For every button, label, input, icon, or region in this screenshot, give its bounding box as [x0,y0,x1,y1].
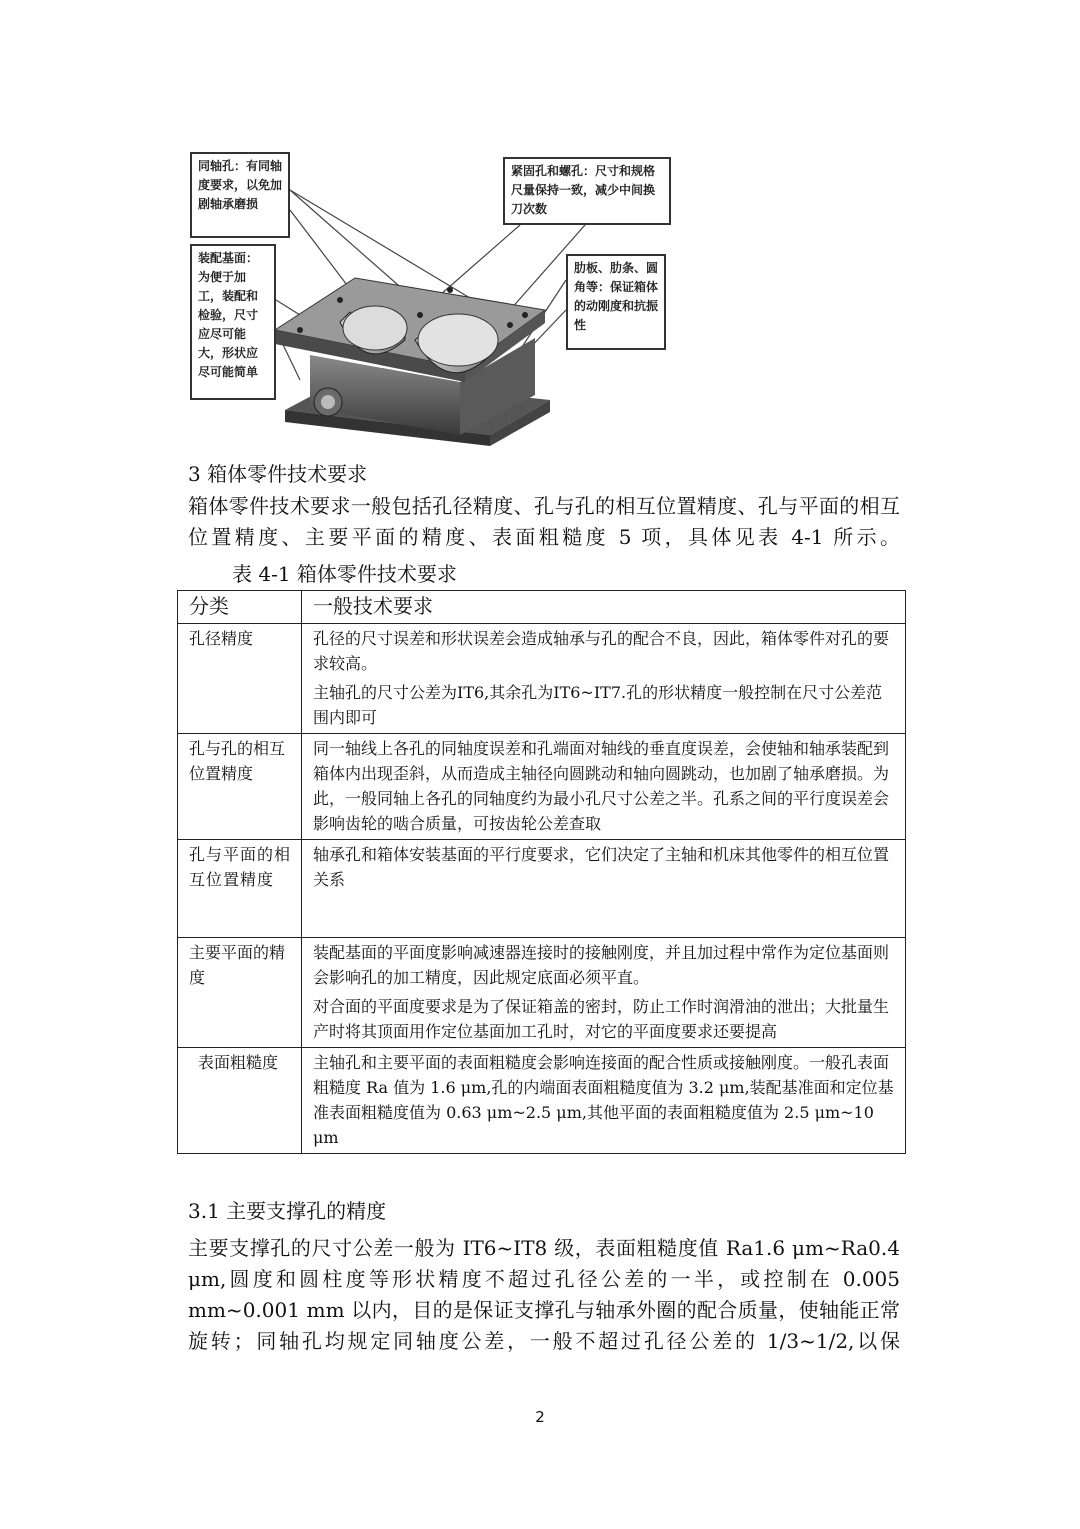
row-paragraph: 主轴孔的尺寸公差为IT6,其余孔为IT6~IT7.孔的形状精度一般控制在尺寸公差范围内即可 [313,683,883,727]
page-number: 2 [535,1408,545,1426]
row-category: 孔与平面的相互位置精度 [178,840,302,938]
table-row [178,734,906,840]
row-requirements [302,938,906,1048]
section-3-paragraph: 箱体零件技术要求一般包括孔径精度、孔与孔的相互位置精度、孔与平面的相互位置精度、主要平面的精度、表面粗糙度 5 项，具体见表 4-1 所示。 [188,494,900,549]
requirements-table [177,590,906,1154]
section-3-1-paragraph: 主要支撑孔的尺寸公差一般为 IT6~IT8 级，表面粗糙度值 Ra1.6 μm~Ra0.4 μm,圆度和圆柱度等形状精度不超过孔径公差的一半，或控制在 0.005 mm~0.001 mm 以内，目的是保证支撑孔与轴承外圈的配合质量，使轴能正常旋转；同轴孔均规定同轴度公差，一般不超过孔径公差的 1/3~1/2,以保 [188,1236,900,1353]
row-category: 表面粗糙度 [178,1048,302,1154]
row-paragraph: 同一轴线上各孔的同轴度误差和孔端面对轴线的垂直度误差，会使轴和轴承装配到箱体内出现歪斜，从而造成主轴径向圆跳动和轴向圆跳动，也加剧了轴承磨损。为此，一般同轴上各孔的同轴度约为最小孔尺寸公差之半。孔系之间的平行度误差会影响齿轮的啮合质量，可按齿轮公差查取 [313,739,890,833]
row-category: 主要平面的精度 [178,938,302,1048]
row-category: 孔与孔的相互位置精度 [178,734,302,840]
row-paragraph: 主轴孔和主要平面的表面粗糙度会影响连接面的配合性质或接触刚度。一般孔表面粗糙度 Ra 值为 1.6 μm,孔的内端面表面粗糙度值为 3.2 μm,装配基准面和定位基准表面粗糙度值为 0.63 μm~2.5 μm,其他平面的表面粗糙度值为 2.5 μm~10 μm [313,1053,894,1147]
row-paragraph: 轴承孔和箱体安装基面的平行度要求，它们决定了主轴和机床其他零件的相互位置关系 [313,845,890,889]
table-row [178,624,906,734]
table-caption: 表 4-1 箱体零件技术要求 [232,562,457,586]
table-row [178,840,906,938]
callout-ribs: 肋板、肋条、圆角等：保证箱体的动刚度和抗振性 [566,254,666,350]
row-paragraph: 孔径的尺寸误差和形状误差会造成轴承与孔的配合不良，因此，箱体零件对孔的要求较高。 [313,629,890,673]
callout-fastening-hole: 紧固孔和螺孔：尺寸和规格尺量保持一致，减少中间换刀次数 [503,157,671,225]
housing-figure [190,150,670,450]
row-requirements [302,624,906,734]
callout-coaxial-hole: 同轴孔：有同轴度要求，以免加剧轴承磨损 [190,152,290,238]
section-heading-3-1: 3.1 主要支撑孔的精度 [188,1199,387,1223]
table-row [178,938,906,1048]
section-heading-3: 3 箱体零件技术要求 [188,462,368,486]
row-requirements [302,1048,906,1154]
row-paragraph: 对合面的平面度要求是为了保证箱盖的密封，防止工作时润滑油的泄出；大批量生产时将其顶面用作定位基面加工孔时，对它的平面度要求还要提高 [313,997,890,1041]
table-header-row [178,591,906,624]
header-requirements: 一般技术要求 [302,591,906,624]
callout-assembly-base: 装配基面：为便于加工，装配和检验，尺寸应尽可能大，形状应尽可能简单 [190,244,276,400]
row-paragraph: 装配基面的平面度影响减速器连接时的接触刚度，并且加过程中常作为定位基面则会影响孔的加工精度，因此规定底面必须平直。 [313,943,890,987]
header-category: 分类 [178,591,302,624]
row-requirements [302,840,906,938]
row-category: 孔径精度 [178,624,302,734]
row-requirements [302,734,906,840]
table-row [178,1048,906,1154]
